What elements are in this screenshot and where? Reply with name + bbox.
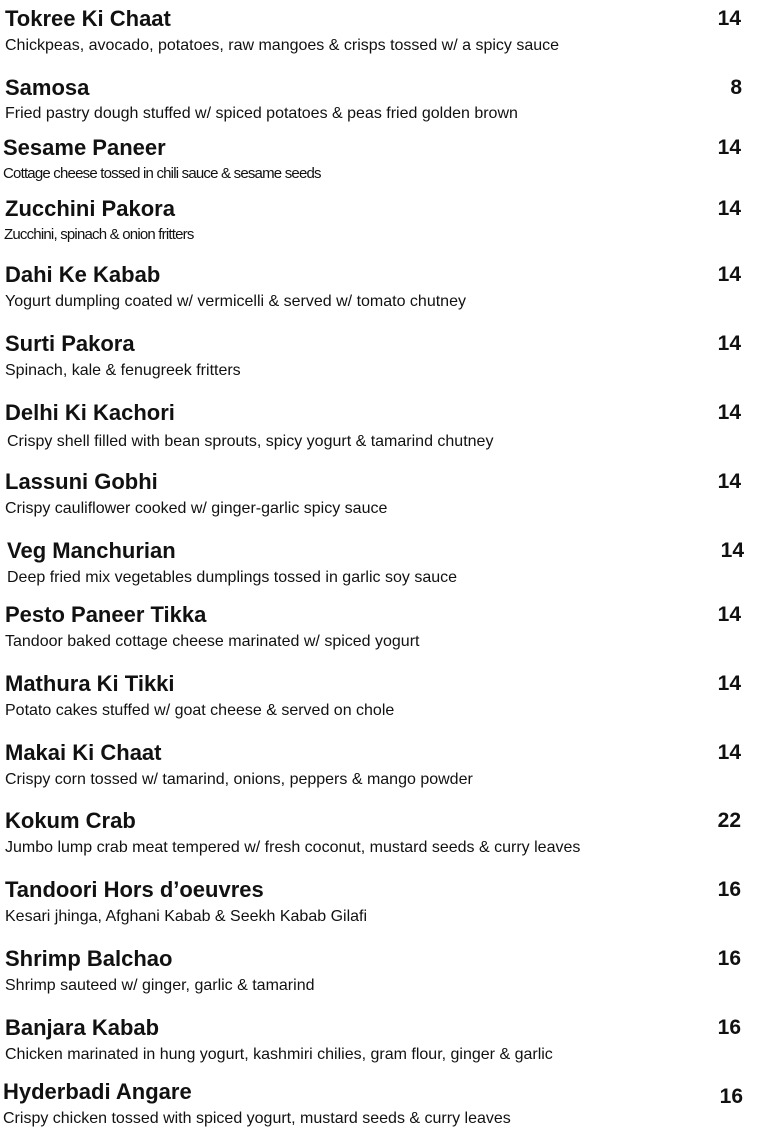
item-price: 16 [719,1085,743,1108]
item-price: 16 [717,947,741,970]
item-price: 14 [717,136,741,159]
item-price: 14 [720,539,744,562]
item-description: Deep fried mix vegetables dumplings tossed in garlic soy sauce [7,569,458,586]
item-description: Yogurt dumpling coated w/ vermicelli & served w/ tomato chutney [5,293,466,310]
item-price: 14 [717,7,741,30]
item-price: 14 [717,672,741,695]
item-description: Crispy cauliflower cooked w/ ginger-garlic spicy sauce [5,500,388,517]
item-name: Makai Ki Chaat [5,740,162,765]
item-description: Shrimp sauteed w/ ginger, garlic & tamarind [5,977,315,994]
item-price: 16 [717,1016,741,1039]
item-description: Zucchini, spinach & onion fritters [4,226,194,243]
item-name: Hyderbadi Angare [3,1079,192,1104]
item-description: Kesari jhinga, Afghani Kabab & Seekh Kabab Gilafi [5,908,368,925]
item-price: 14 [717,197,741,220]
item-price: 14 [717,603,741,626]
item-name: Zucchini Pakora [5,196,175,221]
item-name: Sesame Paneer [3,135,166,160]
item-name: Shrimp Balchao [5,946,173,971]
item-name: Kokum Crab [5,808,136,833]
item-description: Crispy chicken tossed with spiced yogurt, mustard seeds & curry leaves [3,1110,511,1127]
item-name: Banjara Kabab [5,1015,160,1040]
item-price: 14 [717,332,741,355]
item-name: Dahi Ke Kabab [5,262,161,287]
item-description: Potato cakes stuffed w/ goat cheese & served on chole [5,702,395,719]
item-description: Crispy shell filled with bean sprouts, spicy yogurt & tamarind chutney [7,433,494,450]
item-description: Chicken marinated in hung yogurt, kashmiri chilies, gram flour, ginger & garlic [5,1046,553,1063]
item-description: Chickpeas, avocado, potatoes, raw mangoes & crisps tossed w/ a spicy sauce [5,37,560,54]
item-name: Tokree Ki Chaat [5,6,171,31]
item-name: Tandoori Hors d’oeuvres [5,877,264,902]
item-name: Mathura Ki Tikki [5,671,175,696]
item-price: 14 [717,741,741,764]
item-price: 8 [730,76,742,99]
item-name: Veg Manchurian [7,538,176,563]
item-name: Pesto Paneer Tikka [5,602,207,627]
item-name: Surti Pakora [5,331,135,356]
item-price: 22 [717,809,741,832]
item-price: 14 [717,401,741,424]
item-description: Spinach, kale & fenugreek fritters [5,362,241,379]
item-description: Cottage cheese tossed in chili sauce & sesame seeds [3,165,321,182]
item-price: 16 [717,878,741,901]
item-name: Lassuni Gobhi [5,469,158,494]
item-description: Jumbo lump crab meat tempered w/ fresh coconut, mustard seeds & curry leaves [5,839,581,856]
item-name: Delhi Ki Kachori [5,400,175,425]
item-description: Fried pastry dough stuffed w/ spiced potatoes & peas fried golden brown [5,105,518,122]
item-description: Tandoor baked cottage cheese marinated w/ spiced yogurt [5,633,420,650]
item-price: 14 [717,263,741,286]
item-name: Samosa [5,75,90,100]
item-price: 14 [717,470,741,493]
item-description: Crispy corn tossed w/ tamarind, onions, peppers & mango powder [5,771,473,788]
